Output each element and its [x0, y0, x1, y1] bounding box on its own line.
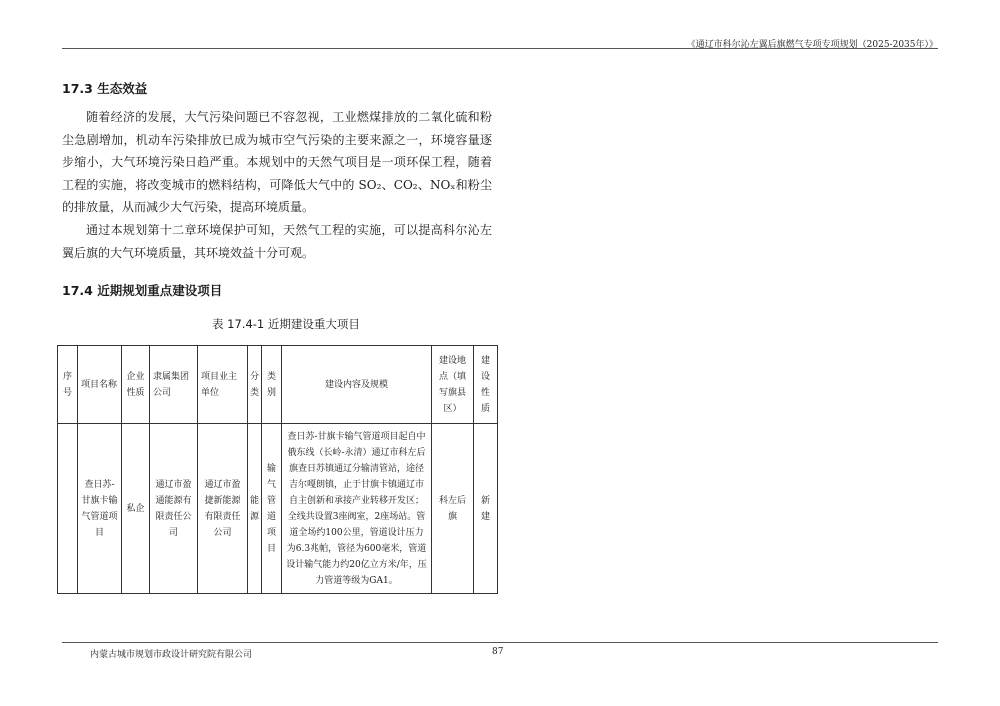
- page-number: 87: [492, 647, 504, 657]
- cell-group: 通辽市盈通能源有限责任公司: [150, 424, 198, 594]
- footer-organization: 内蒙古城市规划市政设计研究院有限公司: [90, 650, 253, 660]
- table-row: [58, 424, 498, 594]
- header-divider: [62, 48, 938, 49]
- header-name: 项目名称: [78, 346, 122, 424]
- header-seq: 序号: [62, 371, 72, 398]
- cell-content: 查日苏-甘旗卡输气管道项目起自中俄东线（长岭-永清）通辽市科左后旗查日苏镇通辽分输清管站，途径吉尔嘎朗镇，止于甘旗卡镇通辽市自主创新和承接产业转移开发区；全线共设置3座阀室，2座场站。管道全场约100公里，管道设计压力为6.3兆帕，管径为600毫米，管道设计输气能力约20亿立方米/年，压力管道等级为GA1。: [282, 424, 432, 594]
- header-location: 建设地点（填写旗县区）: [432, 346, 474, 424]
- cell-build-type: 新建: [480, 495, 490, 522]
- cell-seq: [58, 424, 78, 594]
- cell-owner: 通辽市盈捷新能源有限责任公司: [198, 424, 248, 594]
- projects-table: [57, 345, 498, 594]
- table-header-row: [58, 346, 498, 424]
- header-category: 分类: [249, 371, 259, 398]
- table-caption: 表 17.4-1 近期建设重大项目: [212, 317, 360, 331]
- header-owner: 项目业主单位: [198, 346, 248, 424]
- cell-name: 查日苏-甘旗卡输气管道项目: [78, 424, 122, 594]
- section-heading-17-4: 17.4 近期规划重点建设项目: [62, 283, 223, 298]
- header-type: 类别: [266, 371, 276, 398]
- header-title: 《通辽市科尔沁左翼后旗燃气专项专项规划（2025-2035年）》: [686, 40, 938, 50]
- header-group: 隶属集团公司: [150, 346, 198, 424]
- cell-category: 能源: [249, 495, 259, 522]
- cell-nature: 私企: [122, 424, 150, 594]
- footer-divider: [62, 642, 938, 643]
- header-build-type: 建设性质: [480, 355, 490, 414]
- paragraph-ecological-2: 通过本规划第十二章环境保护可知，天然气工程的实施，可以提高科尔沁左翼后旗的大气环境质量，其环境效益十分可观。: [62, 223, 492, 260]
- paragraph-ecological-1: 随着经济的发展，大气污染问题已不容忽视，工业燃煤排放的二氧化硫和粉尘急剧增加，机动车污染排放已成为城市空气污染的主要来源之一，环境容量逐步缩小，大气环境污染日趋严重。本规划中的天然气项目是一项环保工程，随着工程的实施，将改变城市的燃料结构，可降低大气中的 SO₂、CO₂、NOₓ和粉尘的排放量，从而减少大气污染，提高环境质量。: [62, 110, 492, 214]
- header-content: 建设内容及规模: [282, 346, 432, 424]
- cell-type: 输气管道项目: [266, 463, 276, 554]
- section-heading-17-3: 17.3 生态效益: [62, 81, 148, 96]
- header-nature: 企业性质: [122, 346, 150, 424]
- cell-location: 科左后旗: [432, 424, 474, 594]
